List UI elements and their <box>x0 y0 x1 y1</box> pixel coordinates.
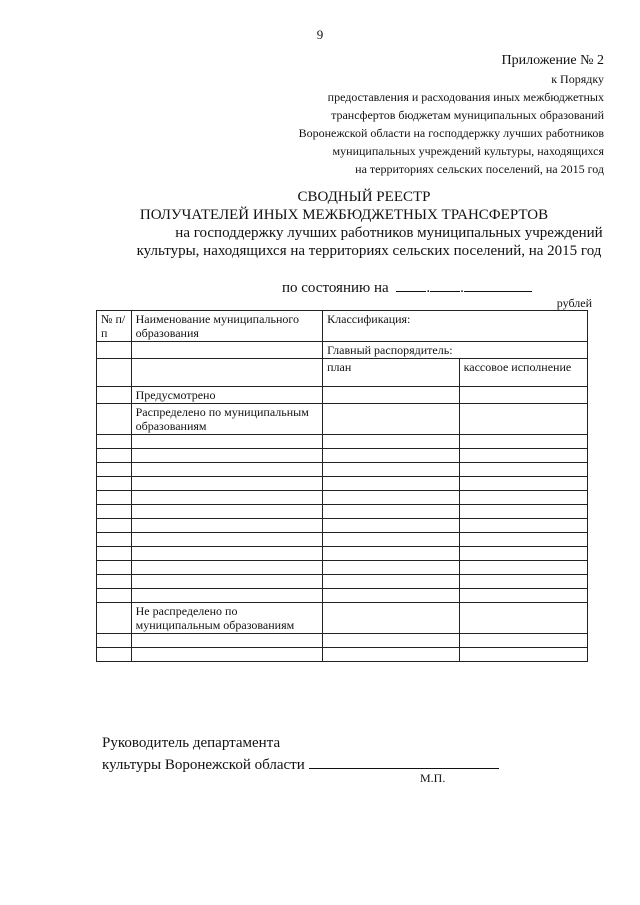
table-cell <box>323 533 459 547</box>
table-cell <box>97 477 132 491</box>
seal-placeholder: М.П. <box>420 771 446 785</box>
date-separator: . <box>426 280 431 296</box>
table-cell <box>323 404 459 435</box>
classification-header: Классификация: <box>323 311 588 342</box>
table-row <box>97 519 588 533</box>
appendix-line: муниципальных учреждений культуры, находящихся <box>332 144 604 158</box>
table-cell <box>323 634 459 648</box>
table-cell <box>323 547 459 561</box>
date-separator: . <box>460 280 464 296</box>
table-cell <box>131 435 323 449</box>
table-cell <box>323 387 459 404</box>
table-header-row <box>97 311 588 342</box>
year-blank[interactable] <box>464 277 532 292</box>
table-cell <box>459 505 587 519</box>
provided-label: Предусмотрено <box>131 387 323 404</box>
table-cell <box>131 477 323 491</box>
appendix-line: трансфертов бюджетам муниципальных образований <box>331 108 604 122</box>
registry-table <box>96 310 588 662</box>
appendix-line: предоставления и расходования иных межбюджетных <box>327 90 604 104</box>
table-cell <box>131 342 323 359</box>
table-cell <box>97 603 132 634</box>
table-cell <box>97 519 132 533</box>
table-cell <box>131 561 323 575</box>
table-cell <box>97 463 132 477</box>
table-row <box>97 435 588 449</box>
table-cell <box>97 342 132 359</box>
table-cell <box>323 449 459 463</box>
table-cell <box>97 449 132 463</box>
table-cell <box>323 589 459 603</box>
table-row <box>97 648 588 662</box>
table-cell <box>459 449 587 463</box>
table-row <box>97 404 588 435</box>
appendix-line: на территориях сельских поселений, на 2015 год <box>355 162 604 176</box>
table-cell <box>459 561 587 575</box>
table-row <box>97 505 588 519</box>
table-cell <box>459 648 587 662</box>
not-distributed-label: Не распределено по муниципальным образованиям <box>131 603 323 634</box>
table-cell <box>131 634 323 648</box>
page-number: 9 <box>316 27 324 42</box>
table-cell <box>459 547 587 561</box>
table-cell <box>459 435 587 449</box>
currency-label: рублей <box>556 296 592 310</box>
table-cell <box>459 477 587 491</box>
month-blank[interactable] <box>430 277 460 292</box>
appendix-line: Воронежской области на господдержку лучших работников <box>298 126 604 140</box>
table-cell <box>97 589 132 603</box>
table-cell <box>459 491 587 505</box>
table-cell <box>97 404 132 435</box>
table-cell <box>131 589 323 603</box>
as-of-label: по состоянию на <box>282 280 389 296</box>
table-cell <box>323 575 459 589</box>
appendix-header <box>299 52 604 178</box>
table-cell <box>323 505 459 519</box>
table-cell <box>323 477 459 491</box>
title-line: СВОДНЫЙ РЕЕСТР <box>297 189 431 205</box>
title-line: на господдержку лучших работников муниципальных учреждений <box>175 225 603 241</box>
table-cell <box>323 603 459 634</box>
table-cell <box>97 648 132 662</box>
table-row <box>97 449 588 463</box>
table-cell <box>131 533 323 547</box>
table-row <box>97 463 588 477</box>
main-manager-header: Главный распорядитель: <box>323 342 588 359</box>
table-cell <box>97 435 132 449</box>
table-cell <box>323 561 459 575</box>
table-cell <box>323 648 459 662</box>
table-row <box>97 477 588 491</box>
distributed-label: Распределено по муниципальным образованиям <box>131 404 323 435</box>
table-cell <box>323 435 459 449</box>
cash-execution-header: кассовое исполнение <box>459 359 587 387</box>
table-cell <box>323 491 459 505</box>
table-cell <box>131 463 323 477</box>
table-cell <box>323 463 459 477</box>
table-cell <box>97 561 132 575</box>
signature-block <box>102 734 499 775</box>
table-row <box>97 491 588 505</box>
table-row <box>97 634 588 648</box>
table-row <box>97 561 588 575</box>
table-row <box>97 603 588 634</box>
table-cell <box>97 359 132 387</box>
table-cell <box>459 575 587 589</box>
table-cell <box>131 547 323 561</box>
title-line: культуры, находящихся на территориях сельских поселений, на 2015 год <box>136 243 602 259</box>
table-cell <box>97 505 132 519</box>
table-cell <box>459 589 587 603</box>
table-cell <box>97 387 132 404</box>
table-cell <box>459 463 587 477</box>
table-cell <box>459 533 587 547</box>
table-cell <box>459 634 587 648</box>
table-cell <box>131 648 323 662</box>
table-header-row <box>97 359 588 387</box>
day-blank[interactable] <box>396 277 426 292</box>
table-row <box>97 387 588 404</box>
table-row <box>97 547 588 561</box>
table-cell <box>459 404 587 435</box>
table-row <box>97 533 588 547</box>
table-row <box>97 575 588 589</box>
table-header-row <box>97 342 588 359</box>
plan-header: план <box>323 359 459 387</box>
table-cell <box>97 491 132 505</box>
title-line: ПОЛУЧАТЕЛЕЙ ИНЫХ МЕЖБЮДЖЕТНЫХ ТРАНСФЕРТОВ <box>139 207 549 223</box>
table-cell <box>131 575 323 589</box>
col-name-header: Наименование муниципального образования <box>131 311 323 342</box>
signature-department: культуры Воронежской области <box>102 757 305 773</box>
table-cell <box>131 505 323 519</box>
table-cell <box>459 387 587 404</box>
as-of-date <box>282 277 532 297</box>
table-cell <box>459 603 587 634</box>
table-cell <box>323 519 459 533</box>
col-number-header: № п/п <box>97 311 132 342</box>
table-cell <box>131 359 323 387</box>
table-row <box>97 589 588 603</box>
table-cell <box>131 491 323 505</box>
signature-line[interactable] <box>309 753 499 769</box>
signature-title-line: Руководитель департамента <box>102 735 281 751</box>
appendix-line: к Порядку <box>551 72 604 86</box>
table-cell <box>131 519 323 533</box>
table-cell <box>97 634 132 648</box>
document-title <box>124 188 604 260</box>
table-cell <box>131 449 323 463</box>
table-cell <box>97 575 132 589</box>
table-cell <box>97 533 132 547</box>
table-cell <box>459 519 587 533</box>
table-cell <box>97 547 132 561</box>
appendix-title: Приложение № 2 <box>501 53 604 68</box>
